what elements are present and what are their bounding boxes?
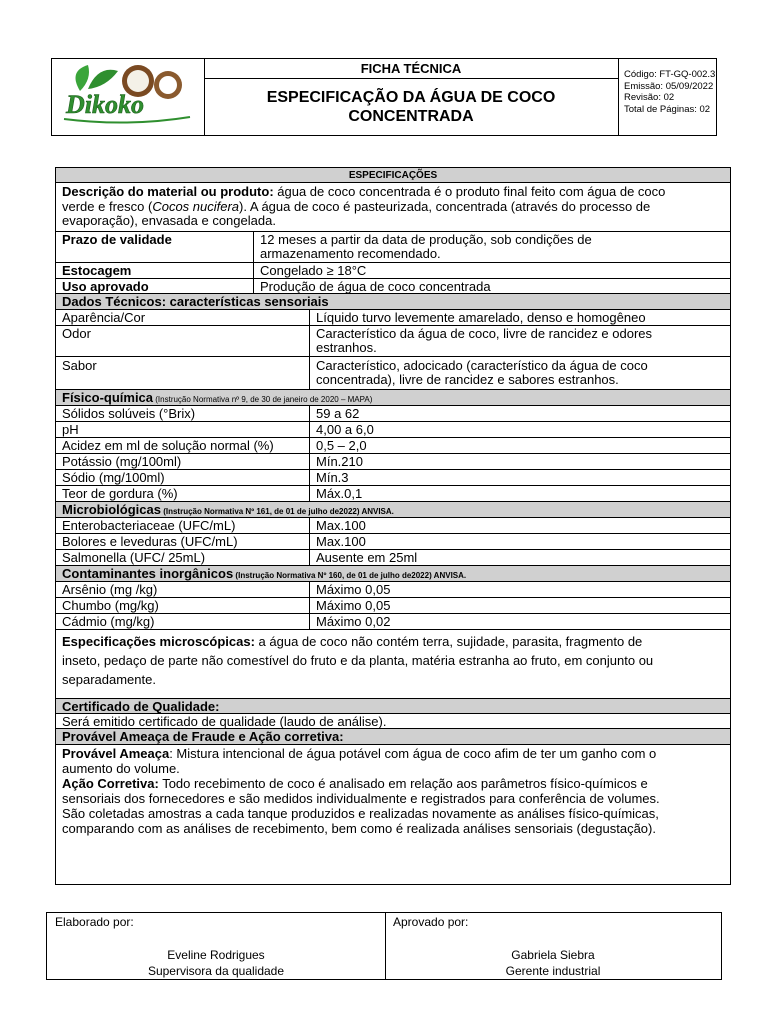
row-value: Max.100 — [316, 518, 366, 533]
ameaca-text: aumento do volume. — [62, 761, 180, 776]
row-value: Max.100 — [316, 534, 366, 549]
aprovado-label: Aprovado por: — [393, 915, 469, 929]
row-value-line: concentrada), livre de rancidez e sabores estranhos. — [316, 372, 619, 387]
table-row — [56, 326, 730, 357]
microscopicas-label: Especificações microscópicas: — [62, 634, 255, 649]
section-fisico-quimica — [56, 390, 730, 406]
row-value: Máx.0,1 — [316, 486, 363, 501]
row-value: 0,5 – 2,0 — [316, 438, 367, 453]
acao-text: São coletadas amostras a cada tanque produzidos e realizadas novamente as análises físico-químicas, — [62, 806, 659, 821]
row-value: 4,00 a 6,0 — [316, 422, 374, 437]
table-row — [56, 357, 730, 390]
spec-table — [55, 167, 731, 885]
section-sensoriais — [56, 294, 730, 310]
row-label: Acidez em ml de solução normal (%) — [56, 438, 310, 453]
aprovado-role: Gerente industrial — [505, 964, 601, 978]
row-value: Ausente em 25ml — [316, 550, 418, 565]
svg-text:Dikoko: Dikoko — [66, 90, 144, 119]
prazo-value-line: armazenamento recomendado. — [260, 246, 441, 261]
descricao-text: água de coco concentrada é o produto final feito com água de coco — [273, 184, 666, 199]
row-value — [310, 357, 730, 389]
row-value: Máximo 0,02 — [316, 614, 391, 629]
dikoko-logo — [58, 61, 198, 133]
microscopicas-text: a água de coco não contém terra, sujidade, parasita, fragmento de — [254, 634, 643, 649]
section-title: Provável Ameaça de Fraude e Ação corretiva: — [62, 729, 344, 744]
table-row — [56, 598, 730, 614]
estocagem-row — [56, 263, 730, 279]
title-cell — [204, 59, 619, 135]
table-row — [56, 582, 730, 598]
row-label: Chumbo (mg/kg) — [56, 598, 310, 613]
section-title: Microbiológicas — [62, 502, 161, 517]
row-value: Máximo 0,05 — [316, 598, 391, 613]
document-type: FICHA TÉCNICA — [204, 59, 618, 79]
row-value: Máximo 0,05 — [316, 582, 391, 597]
prazo-value-line: 12 meses a partir da data de produção, sob condições de — [260, 232, 592, 247]
elaborado-role: Supervisora da qualidade — [147, 964, 285, 978]
row-value — [310, 326, 730, 356]
table-row — [56, 310, 730, 326]
ameaca-label: Provável Ameaça — [62, 746, 170, 761]
section-title: Contaminantes inorgânicos — [62, 566, 234, 581]
table-row — [56, 518, 730, 534]
species-name: Cocos nucifera — [152, 198, 240, 214]
row-label: Sólidos solúveis (°Brix) — [56, 406, 310, 421]
elaborado-cell — [47, 913, 386, 979]
row-label: Cádmio (mg/kg) — [56, 614, 310, 629]
section-note: (Instrução Normativa Nº 160, de 01 de julho de2022) ANVISA. — [233, 571, 467, 580]
row-value: 59 a 62 — [316, 406, 360, 421]
table-row — [56, 422, 730, 438]
row-label: pH — [56, 422, 310, 437]
row-label: Bolores e leveduras (UFC/mL) — [56, 534, 310, 549]
estocagem-label: Estocagem — [56, 263, 254, 278]
elaborado-name: Eveline Rodrigues — [167, 948, 265, 962]
row-label: Salmonella (UFC/ 25mL) — [56, 550, 310, 565]
uso-value: Produção de água de coco concentrada — [260, 279, 491, 294]
table-row — [56, 550, 730, 566]
row-value-line: estranhos. — [316, 340, 377, 355]
section-note: (Instrução Normativa nº 9, de 30 de janeiro de 2020 – MAPA) — [153, 395, 373, 404]
acao-text: Todo recebimento de coco é analisado em relação aos parâmetros físico-químicos e — [158, 776, 648, 791]
emissao: Emissão: 05/09/2022 — [624, 80, 714, 92]
section-microbiologicas — [56, 502, 730, 518]
section-title: Dados Técnicos: características sensoriais — [62, 294, 329, 309]
aprovado-name: Gabriela Siebra — [511, 948, 595, 962]
table-row — [56, 470, 730, 486]
acao-text: comparando com as análises de recebimento, bem como é realizada análises sensoriais (degustação). — [62, 821, 656, 836]
table-row — [56, 614, 730, 630]
uso-row — [56, 279, 730, 294]
table-row — [56, 454, 730, 470]
section-certificado — [56, 698, 730, 714]
section-contaminantes — [56, 566, 730, 582]
logo-cell — [52, 59, 205, 135]
uso-label: Uso aprovado — [56, 279, 254, 293]
descricao-row — [56, 183, 730, 232]
row-value-line: Característico, adocicado (característico da água de coco — [316, 358, 648, 373]
prazo-value — [254, 232, 730, 262]
acao-label: Ação Corretiva: — [62, 776, 159, 791]
row-label: Teor de gordura (%) — [56, 486, 310, 501]
fraude-row — [56, 745, 730, 865]
row-label: Potássio (mg/100ml) — [56, 454, 310, 469]
elaborado-label: Elaborado por: — [55, 915, 134, 929]
row-value: Mín.3 — [316, 470, 349, 485]
ameaca-text: : Mistura intencional de água potável com água de coco afim de ter um ganho com o — [169, 746, 657, 761]
microscopicas-text: separadamente. — [62, 672, 156, 687]
row-label: Enterobacteriaceae (UFC/mL) — [56, 518, 310, 533]
document-title: ESPECIFICAÇÃO DA ÁGUA DE COCO CONCENTRADA — [266, 89, 556, 125]
section-fraude — [56, 729, 730, 745]
section-title: Físico-química — [62, 390, 154, 405]
section-title: Certificado de Qualidade: — [62, 699, 220, 714]
table-row — [56, 486, 730, 502]
row-label: Arsênio (mg /kg) — [56, 582, 310, 597]
row-label: Sabor — [56, 357, 310, 389]
prazo-label: Prazo de validade — [56, 232, 254, 262]
aprovado-cell — [385, 913, 721, 979]
certificado-text: Será emitido certificado de qualidade (laudo de análise). — [62, 714, 387, 729]
row-value-line: Característico da água de coco, livre de rancidez e odores — [316, 326, 653, 341]
total-paginas: Total de Páginas: 02 — [624, 103, 711, 115]
section-especificacoes — [56, 168, 730, 183]
descricao-text: ). A água de coco é pasteurizada, concentrada (através do processo de — [239, 198, 651, 214]
row-label: Aparência/Cor — [56, 310, 310, 325]
row-value: Líquido turvo levemente amarelado, denso e homogêneo — [316, 310, 646, 325]
descricao-text: verde e fresco ( — [62, 198, 153, 214]
certificado-row — [56, 714, 730, 729]
prazo-row — [56, 232, 730, 263]
codigo: Código: FT-GQ-002.3 — [624, 69, 716, 80]
estocagem-value: Congelado ≥ 18°C — [260, 263, 367, 278]
row-label: Odor — [56, 326, 310, 356]
document-meta — [619, 69, 722, 115]
section-title: ESPECIFICAÇÕES — [348, 170, 438, 181]
descricao-text: evaporação), envasada e congelada. — [62, 213, 276, 228]
revisao: Revisão: 02 — [624, 92, 675, 103]
microscopicas-row — [56, 630, 730, 698]
row-label: Sódio (mg/100ml) — [56, 470, 310, 485]
acao-text: sensoriais dos fornecedores e são medidos individualmente e registrados para conferência de volumes. — [62, 791, 660, 806]
table-row — [56, 534, 730, 550]
section-note: (Instrução Normativa Nº 161, de 01 de julho de2022) ANVISA. — [160, 507, 394, 516]
table-row — [56, 438, 730, 454]
descricao-label: Descrição do material ou produto: — [62, 184, 274, 199]
signature-footer — [46, 912, 722, 980]
row-value: Mín.210 — [316, 454, 363, 469]
microscopicas-text: inseto, pedaço de parte não comestível do fruto e da planta, matéria estranha ao fruto, em conjunto ou — [62, 653, 654, 668]
document-header — [51, 58, 717, 136]
table-row — [56, 406, 730, 422]
